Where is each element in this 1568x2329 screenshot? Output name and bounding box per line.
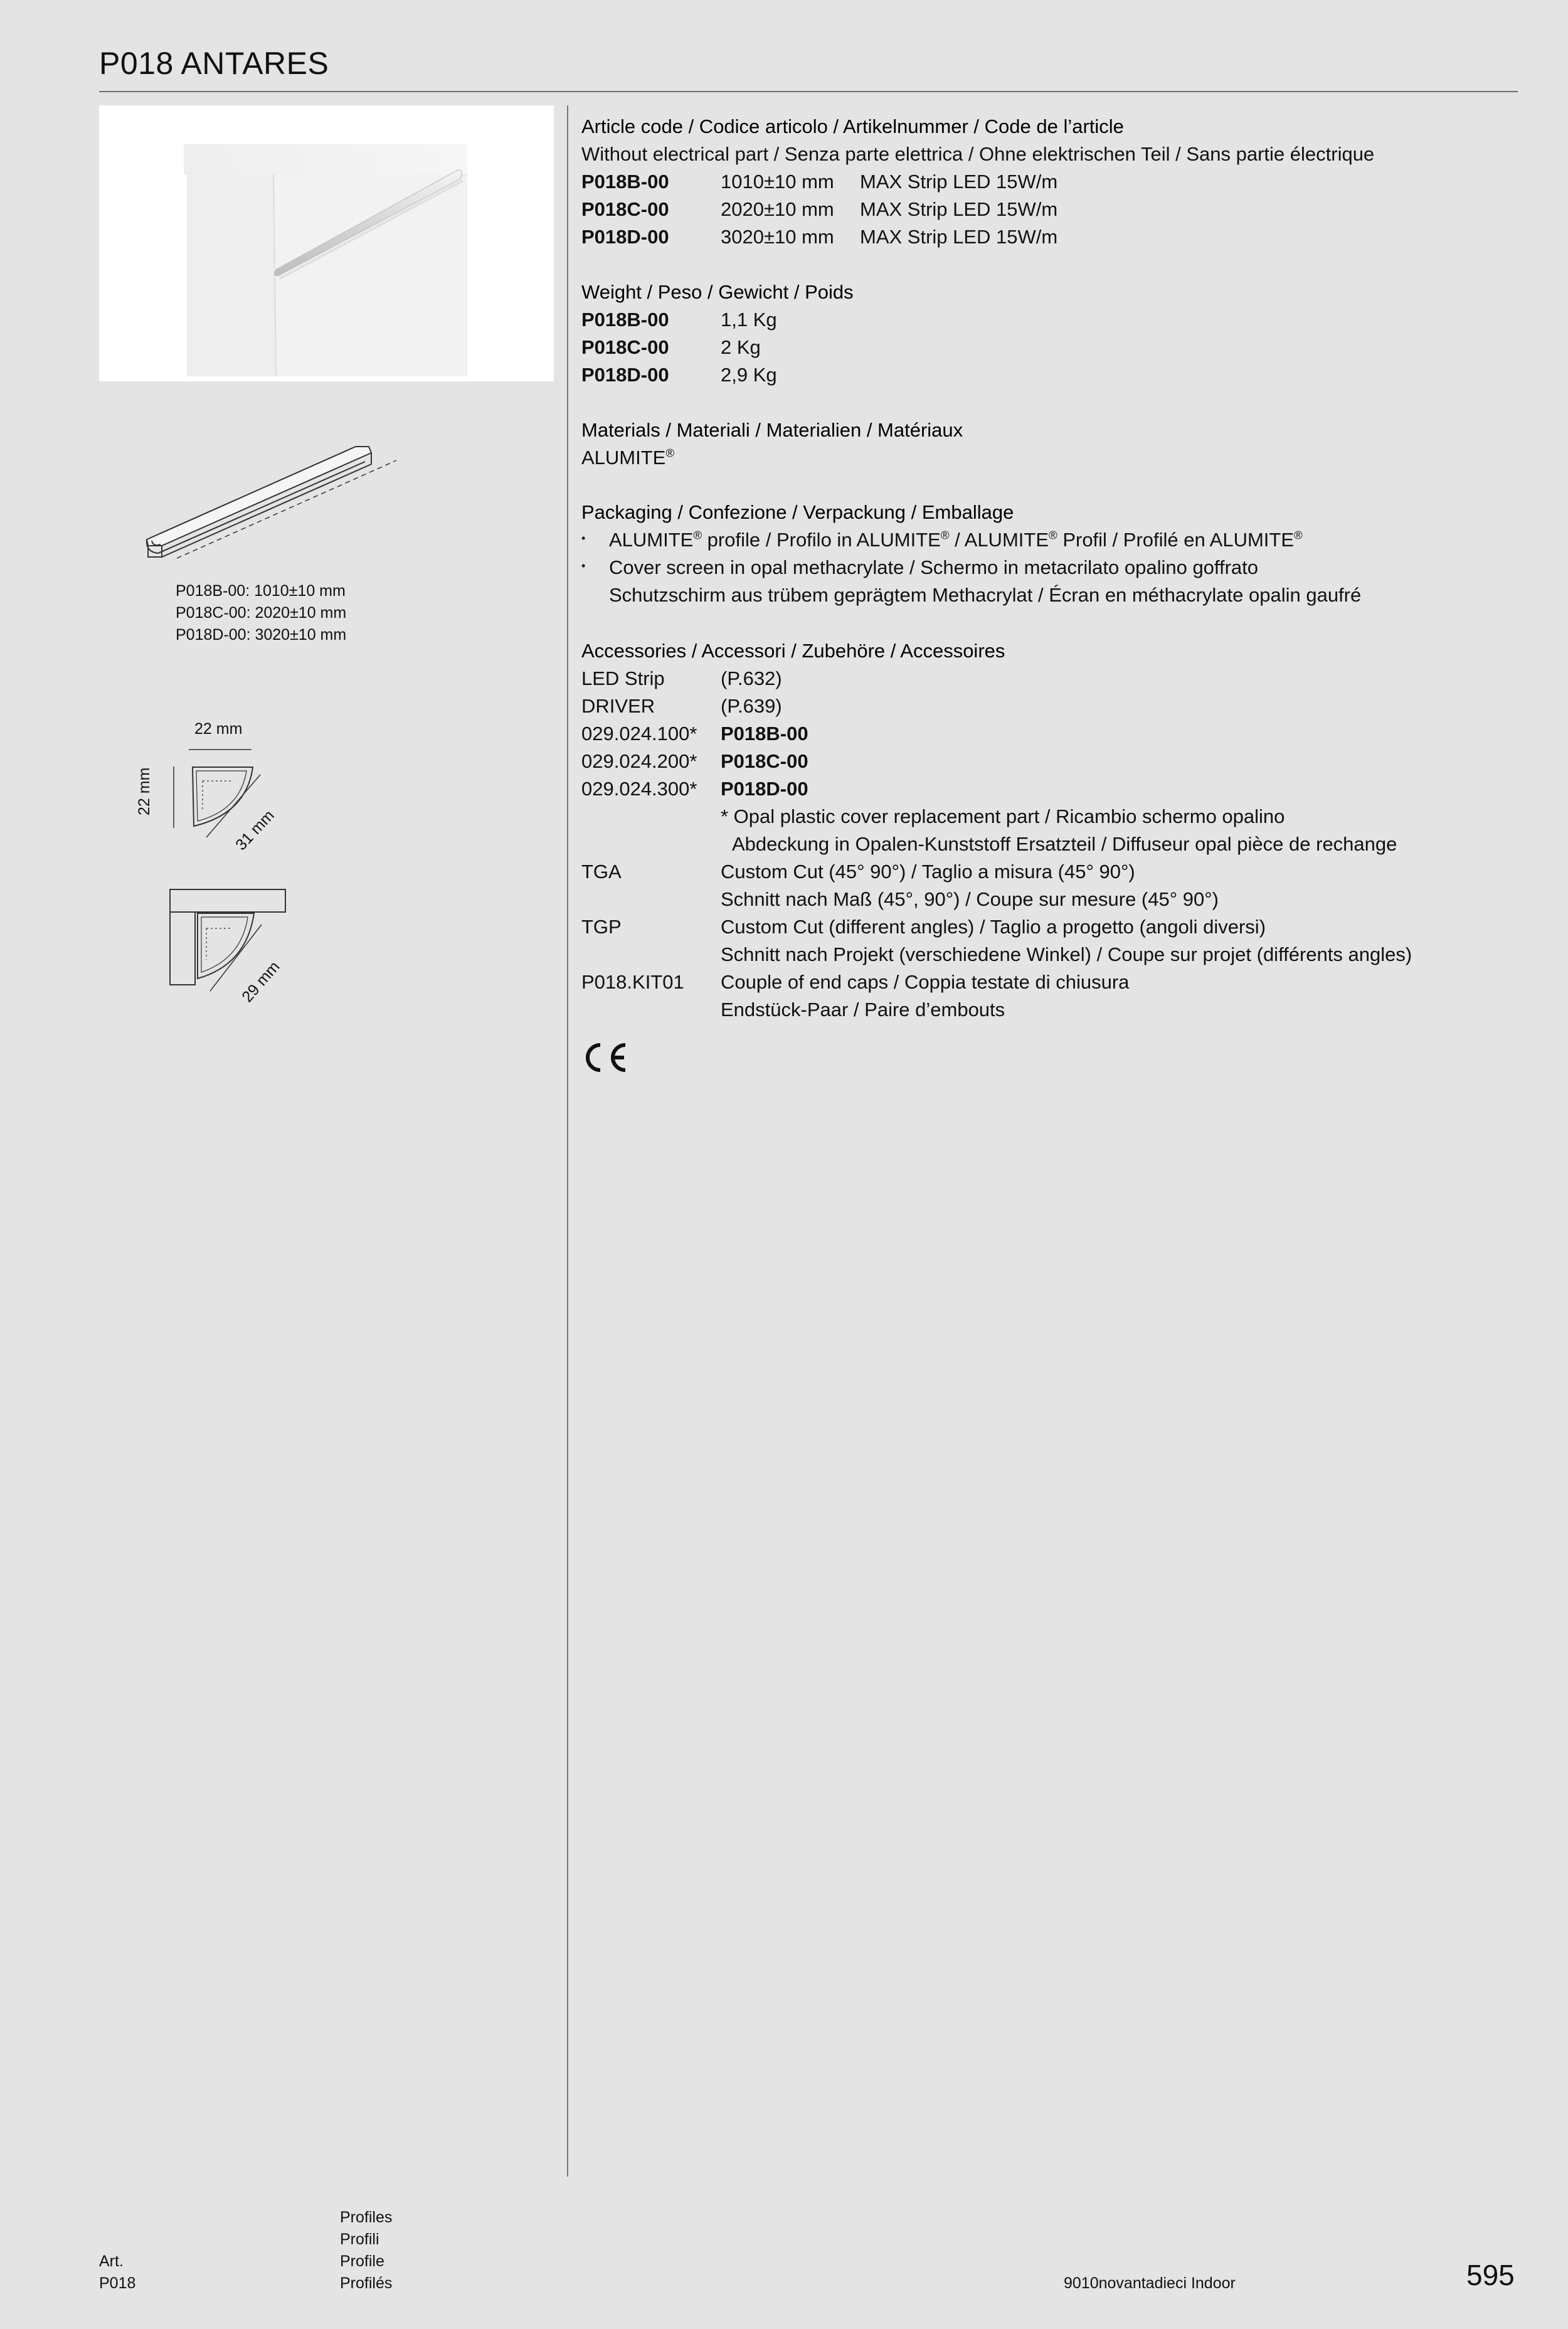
article-row (581, 223, 1374, 251)
length-item: P018C-00: 2020±10 mm (176, 604, 347, 622)
accessory-row (581, 692, 1412, 720)
dim-diagonal-2: 29 mm (238, 958, 283, 1006)
materials-section (581, 416, 963, 472)
weight-section (581, 279, 854, 389)
article-heading: Article code / Codice articolo / Artikelnummer / Code de l’article (581, 115, 1124, 137)
accessory-desc: Endstück-Paar / Paire d’embouts (721, 999, 1005, 1021)
article-length: 2020±10 mm (721, 198, 834, 220)
accessory-code: TGA (581, 861, 622, 883)
accessory-code: P018.KIT01 (581, 971, 684, 993)
accessory-desc: Couple of end caps / Coppia testate di chiusura (721, 971, 1130, 993)
accessory-note (581, 830, 1412, 858)
accessory-row (581, 886, 1412, 913)
article-spec: MAX Strip LED 15W/m (860, 171, 1058, 193)
weight-value: 2,9 Kg (721, 364, 777, 386)
section-drawing (166, 743, 292, 850)
accessory-row (581, 996, 1412, 1024)
bullet-icon: • (581, 532, 586, 544)
weight-row (581, 361, 854, 389)
accessory-ref: (P.632) (721, 667, 782, 689)
accessory-note (581, 803, 1412, 830)
packaging-text: Cover screen in opal methacrylate / Schermo in metacrilato opalino goffrato (609, 556, 1259, 578)
footer-category (340, 2207, 465, 2295)
footer-brand: 9010novantadieci Indoor (1064, 2274, 1236, 2292)
footer-category-item: Profilés (340, 2274, 393, 2292)
article-subheading: Without electrical part / Senza parte elettrica / Ohne elektrischen Teil / Sans partie électrique (581, 143, 1375, 165)
article-row (581, 168, 1374, 196)
page-title: P018 ANTARES (99, 46, 329, 81)
accessory-row (581, 748, 1412, 775)
article-code: P018C-00 (581, 198, 669, 220)
weight-code: P018C-00 (581, 336, 669, 358)
weight-code: P018D-00 (581, 364, 669, 386)
footer-category-item: Profile (340, 2252, 384, 2270)
packaging-heading: Packaging / Confezione / Verpackung / Emballage (581, 501, 1014, 523)
accessory-desc: Custom Cut (45° 90°) / Taglio a misura (45° 90°) (721, 861, 1135, 883)
accessory-row (581, 941, 1412, 968)
accessory-code: DRIVER (581, 695, 655, 717)
accessory-code: LED Strip (581, 667, 665, 689)
accessory-model: P018B-00 (721, 723, 808, 745)
accessory-code: 029.024.200* (581, 750, 697, 772)
bullet-icon: • (581, 560, 586, 572)
weight-value: 2 Kg (721, 336, 761, 358)
footer-art-label: Art. (99, 2252, 124, 2270)
accessory-row (581, 913, 1412, 941)
materials-heading: Materials / Materiali / Materialien / Matériaux (581, 419, 963, 441)
packaging-item (581, 526, 1361, 554)
article-row (581, 196, 1374, 223)
article-spec: MAX Strip LED 15W/m (860, 198, 1058, 220)
accessory-note-text: Abdeckung in Opalen-Kunststoff Ersatzteil / Diffuseur opal pièce de rechange (732, 833, 1397, 855)
accessory-row (581, 665, 1412, 692)
accessories-section (581, 637, 1412, 1024)
accessory-note-text: * Opal plastic cover replacement part / Ricambio schermo opalino (721, 805, 1285, 827)
article-length: 3020±10 mm (721, 226, 834, 248)
packaging-section (581, 499, 1361, 609)
accessory-code: 029.024.300* (581, 778, 697, 800)
accessory-row (581, 968, 1412, 996)
accessory-desc: Custom Cut (different angles) / Taglio a progetto (angoli diversi) (721, 916, 1266, 938)
dim-diagonal-1: 31 mm (232, 807, 278, 854)
footer-category-item: Profiles (340, 2209, 393, 2226)
weight-row (581, 306, 854, 334)
product-photo (99, 105, 554, 381)
article-code: P018D-00 (581, 226, 669, 248)
accessories-heading: Accessories / Accessori / Zubehöre / Accessoires (581, 640, 1005, 662)
ce-mark-icon (580, 1040, 630, 1075)
weight-code: P018B-00 (581, 309, 669, 331)
article-section (581, 113, 1374, 251)
weight-value: 1,1 Kg (721, 309, 777, 331)
mounting-section-drawing (166, 884, 292, 1004)
column-divider (567, 105, 568, 2177)
accessory-desc: Schnitt nach Projekt (verschiedene Winkel) / Coupe sur projet (différents angles) (721, 943, 1412, 965)
packaging-text: Schutzschirm aus trübem geprägtem Methacrylat / Écran en méthacrylate opalin gaufré (609, 584, 1362, 606)
article-length: 1010±10 mm (721, 171, 834, 193)
length-list (176, 580, 346, 646)
dim-height-left: 22 mm (135, 767, 153, 815)
length-item: P018B-00: 1010±10 mm (176, 582, 346, 600)
footer-category-item: Profili (340, 2231, 379, 2248)
packaging-text: ALUMITE® profile / Profilo in ALUMITE® / ALUMITE® Profil / Profilé en ALUMITE® (609, 528, 1303, 551)
length-item: P018D-00: 3020±10 mm (176, 626, 347, 644)
accessory-code: TGP (581, 916, 622, 938)
title-divider (99, 91, 1518, 92)
profile-perspective-drawing (139, 433, 415, 565)
footer-art-code: P018 (99, 2274, 136, 2292)
accessory-row (581, 720, 1412, 748)
packaging-item (581, 554, 1361, 581)
dim-width-top: 22 mm (194, 720, 243, 738)
article-spec: MAX Strip LED 15W/m (860, 226, 1058, 248)
weight-row (581, 334, 854, 361)
materials-value: ALUMITE® (581, 446, 675, 469)
accessory-row (581, 775, 1412, 803)
article-code: P018B-00 (581, 171, 669, 193)
accessory-code: 029.024.100* (581, 723, 697, 745)
weight-heading: Weight / Peso / Gewicht / Poids (581, 281, 854, 303)
accessory-row (581, 858, 1412, 886)
page-number: 595 (1466, 2259, 1515, 2291)
accessory-model: P018D-00 (721, 778, 808, 800)
accessory-model: P018C-00 (721, 750, 808, 772)
accessory-ref: (P.639) (721, 695, 782, 717)
accessory-desc: Schnitt nach Maß (45°, 90°) / Coupe sur mesure (45° 90°) (721, 888, 1219, 910)
footer-article (99, 2251, 225, 2295)
